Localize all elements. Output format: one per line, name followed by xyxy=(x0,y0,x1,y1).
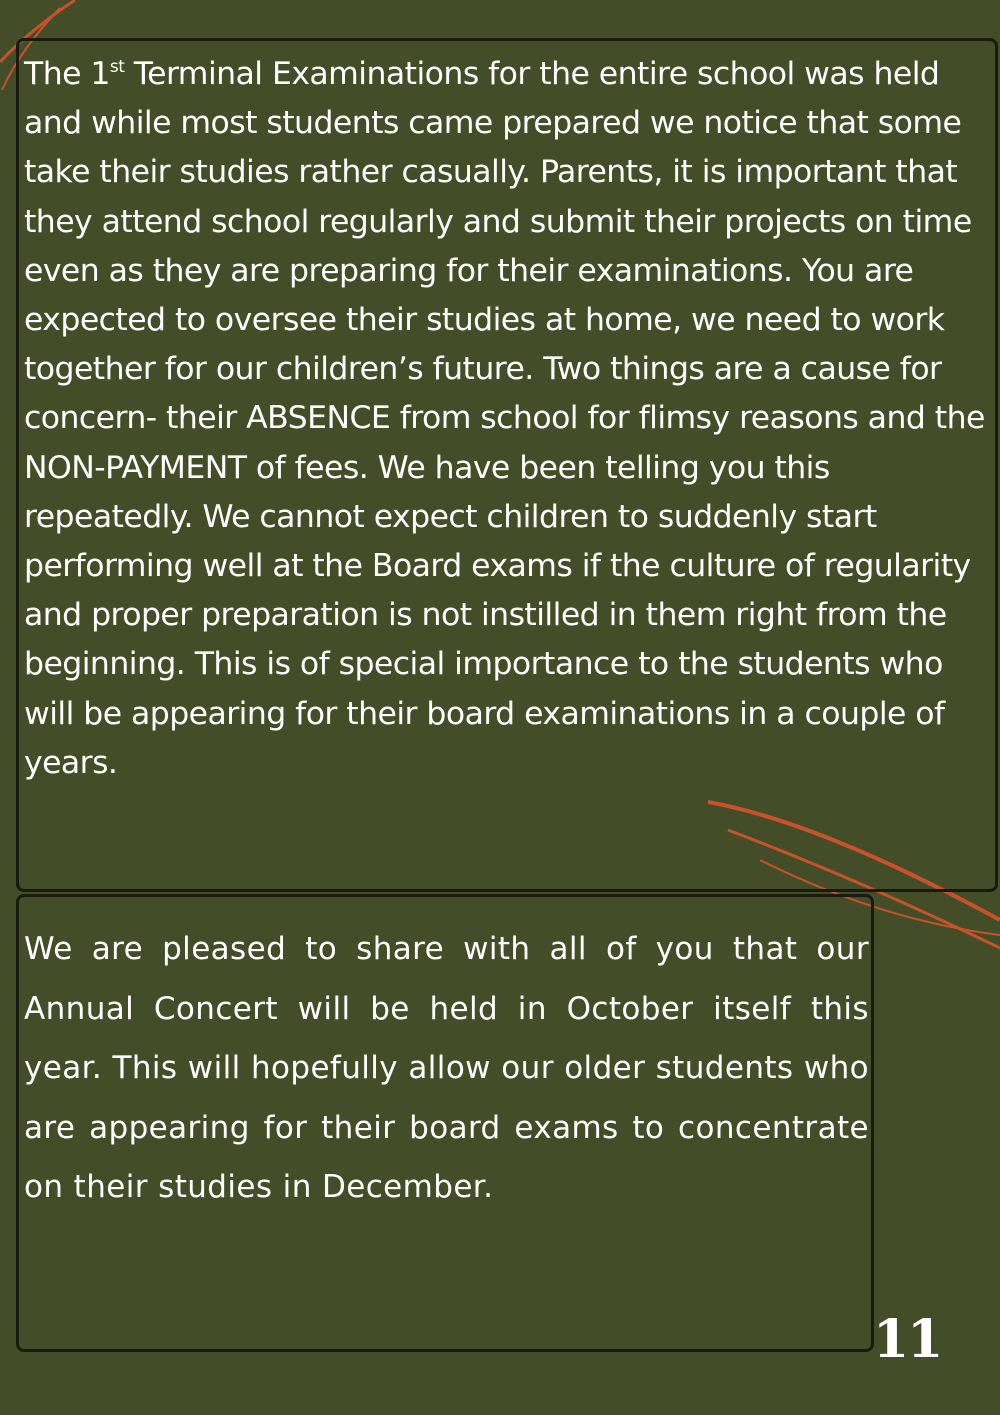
examinations-notice-lead: The 1 xyxy=(24,56,110,92)
examinations-notice-text xyxy=(24,50,989,788)
ordinal-superscript: st xyxy=(109,57,125,77)
concert-notice-text: We are pleased to share with all of you that our Annual Concert will be held in October itself this year. This will hopefully allow our older students who are appearing for their board exams to concentrate on their studies in December. xyxy=(24,931,869,1205)
examinations-notice-body: Terminal Examinations for the entire school was held and while most students came prepared we notice that some take their studies rather casually. Parents, it is important that they attend school regularly and submit their projects on time even as they are preparing for their examinations. You are expected to oversee their studies at home, we need to work together for our children’s future. Two things are a cause for concern- their ABSENCE from school for flimsy reasons and the NON-PAYMENT of fees. We have been telling you this repeatedly. We cannot expect children to suddenly start performing well at the Board exams if the culture of regularity and proper preparation is not instilled in them right from the beginning. This is of special importance to the students who will be appearing for their board examinations in a couple of years. xyxy=(24,56,985,781)
page-number: 11 xyxy=(873,1309,942,1370)
